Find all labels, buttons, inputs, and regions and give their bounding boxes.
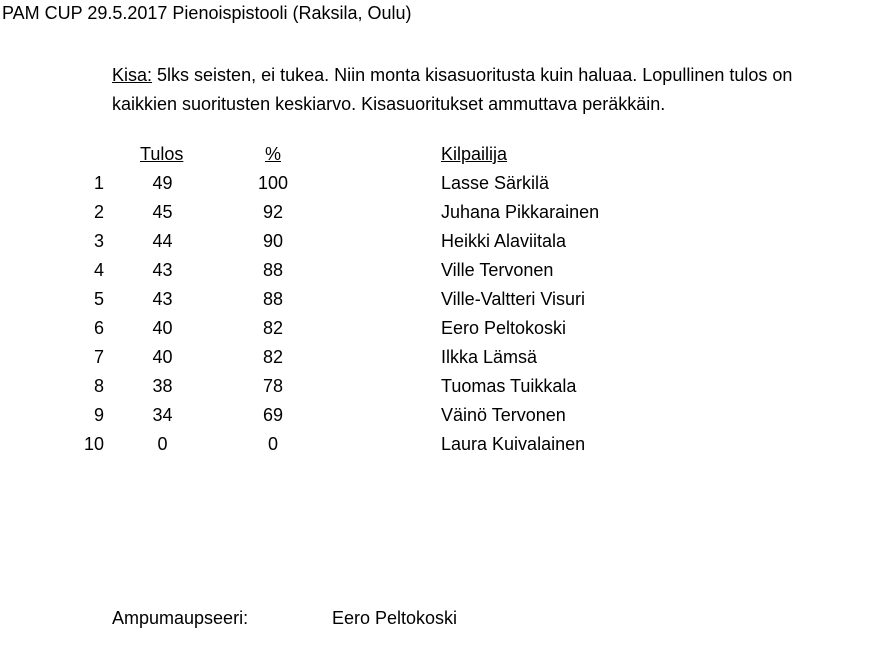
rank-cell: 10 [83,434,104,454]
range-officer-label: Ampumaupseeri: [112,608,249,628]
percent-cell: 88 [262,289,284,309]
table-row [0,347,895,376]
percent-cell: 69 [262,405,284,425]
table-row [0,289,895,318]
percent-cell: 88 [262,260,284,280]
table-row [0,434,895,463]
description-label: Kisa: [112,65,153,85]
score-cell: 38 [152,376,173,396]
rank-cell: 3 [93,231,104,251]
percent-cell: 82 [262,347,284,367]
rank-cell: 6 [93,318,104,338]
header-score: Tulos [140,144,184,164]
percent-cell: 0 [267,434,278,454]
rank-cell: 7 [93,347,104,367]
competitor-cell: Eero Peltokoski [441,318,567,338]
rank-cell: 5 [93,289,104,309]
table-row [0,260,895,289]
percent-cell: 78 [262,376,284,396]
competitor-cell: Juhana Pikkarainen [441,202,600,222]
percent-cell: 100 [257,173,289,193]
rank-cell: 9 [93,405,104,425]
range-officer-name: Eero Peltokoski [332,608,458,628]
header-competitor: Kilpailija [441,144,508,164]
rank-cell: 2 [93,202,104,222]
competitor-cell: Ilkka Lämsä [441,347,538,367]
percent-cell: 92 [262,202,284,222]
percent-cell: 90 [262,231,284,251]
score-cell: 40 [152,318,173,338]
score-cell: 0 [157,434,168,454]
score-cell: 43 [152,289,173,309]
results-table [0,173,895,463]
competitor-cell: Ville-Valtteri Visuri [441,289,586,309]
document-title: PAM CUP 29.5.2017 Pienoispistooli (Raksila, Oulu) [2,3,412,23]
description-line-1 [112,61,872,90]
score-cell: 43 [152,260,173,280]
header-percent: % [265,144,282,164]
table-row [0,231,895,260]
rank-cell: 8 [93,376,104,396]
competitor-cell: Lasse Särkilä [441,173,550,193]
competitor-cell: Tuomas Tuikkala [441,376,577,396]
table-row [0,318,895,347]
competitor-cell: Laura Kuivalainen [441,434,586,454]
score-cell: 40 [152,347,173,367]
competitor-cell: Väinö Tervonen [441,405,566,425]
percent-cell: 82 [262,318,284,338]
table-row [0,376,895,405]
score-cell: 44 [152,231,173,251]
competition-description [112,61,872,119]
table-row [0,173,895,202]
competitor-cell: Ville Tervonen [441,260,554,280]
score-cell: 34 [152,405,173,425]
score-cell: 45 [152,202,173,222]
rank-cell: 4 [93,260,104,280]
description-text-2: kaikkien suoritusten keskiarvo. Kisasuoritukset ammuttava peräkkäin. [112,94,666,114]
score-cell: 49 [152,173,173,193]
table-row [0,405,895,434]
competitor-cell: Heikki Alaviitala [441,231,567,251]
description-text-1: 5lks seisten, ei tukea. Niin monta kisasuoritusta kuin haluaa. Lopullinen tulos on [152,65,793,85]
table-row [0,202,895,231]
rank-cell: 1 [93,173,104,193]
